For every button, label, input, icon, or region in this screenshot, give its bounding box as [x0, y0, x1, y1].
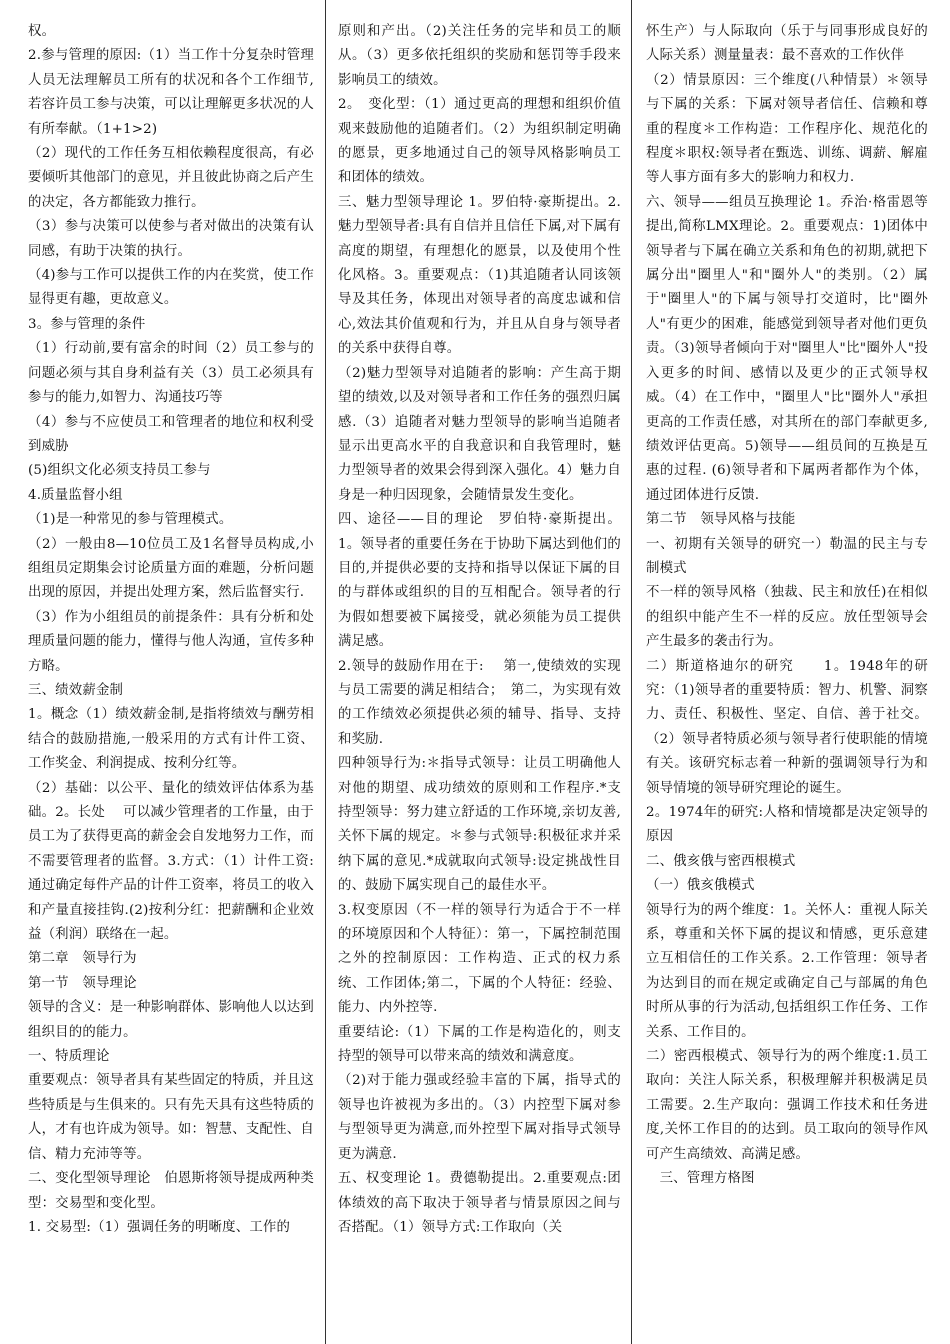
paragraph: （1）行动前,要有富余的时间（2）员工参与的问题必须与其自身利益有关（3）员工必须具有参与的能力,如智力、沟通技巧等: [28, 341, 314, 406]
paragraph: 二、变化型领导理论 伯恩斯将领导提成两种类型：交易型和变化型。: [28, 1171, 314, 1211]
paragraph: （4)参与工作可以提供工作的内在奖赏，使工作显得更有趣，更故意义。: [28, 268, 314, 308]
paragraph: （1)是一种常见的参与管理模式。: [28, 512, 233, 528]
paragraph: (5)组织文化必须支持员工参与: [28, 463, 211, 479]
paragraph: （2）情景原因：三个维度(八种情景）＊领导与下属的关系：下属对领导者信任、信赖和尊重的程度＊工作构造：工作程序化、规范化的程度＊职权:领导者在甄选、训练、调薪、解雇等人事方面有多大的影响力和权力.: [646, 72, 928, 186]
paragraph: 领导的含义：是一种影响群体、影响他人以达到组织目的的能力。: [28, 1000, 314, 1040]
paragraph: （一）俄亥俄模式: [646, 878, 755, 894]
paragraph: （3）作为小组组员的前提条件：具有分析和处理质量问题的能力，懂得与他人沟通，宣传多种方略。: [28, 609, 314, 674]
paragraph: 四、途径——目的理论 罗伯特·豪斯提出。1。领导者的重要任务在于协助下属达到他们的目的,并提供必要的支持和指导以保证下属的目的与群体或组织的目的互相配合。领导者的行为假如想要被下属接受，就必须能为员工提供满足感。: [338, 512, 621, 650]
paragraph: （2）一般由8—10位员工及1名督导员构成,小组组员定期集会讨论质量方面的难题，分析问题出现的原因，并提出处理方案，然后监督实行.: [28, 536, 314, 601]
paragraph: 四种领导行为:＊指导式领导：让员工明确他人对他的期望、成功绩效的原则和工作程序.*支持型领导：努力建立舒适的工作环境,亲切友善,关怀下属的规定。＊参与式领导:积极征求并采纳下属的意见.*成就取向式领导:设定挑战性目的、鼓励下属实现自己的最佳水平。: [338, 756, 621, 894]
paragraph: 六、领导——组员互换理论 1。乔治·格雷恩等提出,简称LMX理论。2。重要观点：1)团体中领导者与下属在确立关系和角色的初期,就把下属分出"圈里人"和"圈外人"的类别。（2）属于"圈里人"的下属与领导打交道时，比"圈外人"有更少的困难，能感觉到领导者对他们更负责。（3)领导者倾向于对"圈里人"比"圈外人"投入更多的时间、感情以及更少的正式领导权威。（4）在工作中，"圈里人"比"圈外人"承担更高的工作责任感，对其所在的部门奉献更多,绩效评估更高。5)领导——组员间的互换是互惠的过程. (6)领导者和下属两者都作为个体，通过团体进行反馈.: [646, 194, 928, 503]
text-column-3: [646, 20, 928, 1192]
paragraph: 1。概念（1）绩效薪金制,是指将绩效与酬劳相结合的鼓励措施,一般采用的方式有计件工资、工作奖金、利润提成、按利分红等。: [28, 707, 314, 772]
paragraph: （2)对于能力强或经验丰富的下属，指导式的领导也许被视为多出的。（3）内控型下属对参与型领导更为满意,而外控型下属对指导式领导更为满意.: [338, 1073, 621, 1162]
paragraph: 2。 变化型：（1）通过更高的理想和组织价值观来鼓励他的追随者们。（2）为组织制定明确的愿景，更多地通过自己的领导风格影响员工和团体的绩效。: [338, 97, 621, 186]
paragraph: 2。1974年的研究:人格和情境都是决定领导的原因: [646, 805, 928, 845]
paragraph: 原则和产出。（2)关注任务的完毕和员工的顺从。（3）更多依托组织的奖励和惩罚等手段来影响员工的绩效。: [338, 24, 621, 88]
paragraph: 二）密西根模式、领导行为的两个维度:1.员工取向：关注人际关系，积极理解并积极满足员工需要。2.生产取向：强调工作技术和任务进度,关怀工作目的的达到。员工取向的领导作风可产生高绩效、高满足感。: [646, 1049, 928, 1162]
paragraph: 第二章 领导行为: [28, 951, 137, 967]
paragraph: 二）斯道格迪尔的研究 1。1948年的研究：（1)领导者的重要特质：智力、机警、洞察力、责任、积极性、坚定、自信、善于社交。（2）领导者特质必须与领导者行使职能的情境有关。该研究标志着一种新的强调领导行为和领导情境的领导研究理论的诞生。: [646, 658, 928, 796]
paragraph: 领导行为的两个维度：1。关怀人：重视人际关系，尊重和关怀下属的提议和情感，更乐意建立互相信任的工作关系。2.工作管理：领导者为达到目的而在规定或确定自己与部属的角色时所从事的行为活动,包括组织工作任务、工作关系、工作目的。: [646, 902, 928, 1040]
paragraph: 三、绩效薪金制: [28, 682, 124, 698]
paragraph: 二、俄亥俄与密西根模式: [646, 853, 796, 869]
column-divider-2: [631, 0, 632, 1344]
paragraph: 权。: [28, 24, 56, 39]
paragraph: 2.参与管理的原因:（1）当工作十分复杂时管理人员无法理解员工所有的状况和各个工作细节,若容许员工参与决策，可以让理解更多状况的人有所奉献。（1+1>2): [28, 48, 314, 137]
paragraph: 五、权变理论 1。费德勒提出。2.重要观点:团体绩效的高下取决于领导者与情景原因之间与否搭配。（1）领导方式:工作取向（关: [338, 1171, 621, 1235]
paragraph: 3。参与管理的条件: [28, 316, 146, 332]
paragraph: 第一节 领导理论: [28, 975, 137, 991]
paragraph: 一、特质理论: [28, 1049, 110, 1065]
text-column-2: [338, 20, 621, 1240]
paragraph: 一、初期有关领导的研究一）勒温的民主与专制模式: [646, 536, 928, 576]
paragraph: 三、魅力型领导理论 1。罗伯特·豪斯提出。2.魅力型领导者:具有自信并且信任下属,对下属有高度的期望，有理想化的愿景，以及使用个性化风格。3。重要观点：（1)其追随者认同该领导及其任务，体现出对领导者的高度忠诚和信心,效法其价值观和行为，并且从自身与领导者的关系中获得自尊。: [338, 194, 621, 357]
paragraph: 3.权变原因（不一样的领导行为适合于不一样的环境原因和个人特征）：第一，下属控制范围之外的控制原因：工作构造、正式的权力系统、工作团体;第二，下属的个人特征：经验、能力、内外控等.: [338, 902, 621, 1016]
column-divider-1: [325, 0, 326, 1344]
paragraph: （2)魅力型领导对追随者的影响：产生高于期望的绩效,以及对领导者和工作任务的强烈归属感.（3）追随者对魅力型领导的影响当追随者显示出更高水平的自我意识和自我管理时，魅力型领导者的效果会得到深入强化。4）魅力自身是一种归因现象，会随情景发生变化。: [338, 365, 621, 503]
paragraph: 不一样的领导风格（独裁、民主和放任)在相似的组织中能产生不一样的反应。放任型领导会产生最多的袭击行为。: [646, 585, 928, 650]
paragraph: 4.质量监督小组: [28, 487, 123, 503]
paragraph: （3）参与决策可以使参与者对做出的决策有认同感，有助于决策的执行。: [28, 219, 314, 259]
paragraph: 重要结论:（1）下属的工作是构造化的，则支持型的领导可以带来高的绩效和满意度。: [338, 1024, 621, 1065]
paragraph: （4）参与不应使员工和管理者的地位和权利受到威胁: [28, 414, 314, 454]
paragraph: （2）现代的工作任务互相依赖程度很高，有必要倾听其他部门的意见，并且彼此协商之后产生的决定，各方都能致力推行。: [28, 146, 314, 210]
paragraph: 1. 交易型:（1）强调任务的明晰度、工作的: [28, 1219, 291, 1235]
paragraph: 三、管理方格图: [646, 1171, 755, 1187]
paragraph: （2）基础：以公平、量化的绩效评估体系为基础。2。长处 可以减少管理者的工作量，由于员工为了获得更高的薪金会自发地努力工作，而不需要管理者的监督。3.方式：（1）计件工资:通过确定每件产品的计件工资率，将员工的收入和产量直接挂钩.(2)按利分红：把薪酬和企业效益（利润）联络在一起。: [28, 780, 314, 943]
paragraph: 2.领导的鼓励作用在于: 第一,使绩效的实现与员工需要的满足相结合； 第二，为实现有效的工作绩效必须提供必须的辅导、指导、支持和奖励.: [338, 658, 621, 747]
paragraph: 第二节 领导风格与技能: [646, 512, 796, 528]
text-column-1: [28, 20, 314, 1240]
paragraph: 重要观点：领导者具有某些固定的特质，并且这些特质是与生俱来的。只有先天具有这些特质的人，才有也许成为领导。如：智慧、支配性、自信、精力充沛等等。: [28, 1073, 314, 1162]
paragraph: 怀生产）与人际取向（乐于与同事形成良好的人际关系）测量量表：最不喜欢的工作伙伴: [646, 24, 928, 64]
